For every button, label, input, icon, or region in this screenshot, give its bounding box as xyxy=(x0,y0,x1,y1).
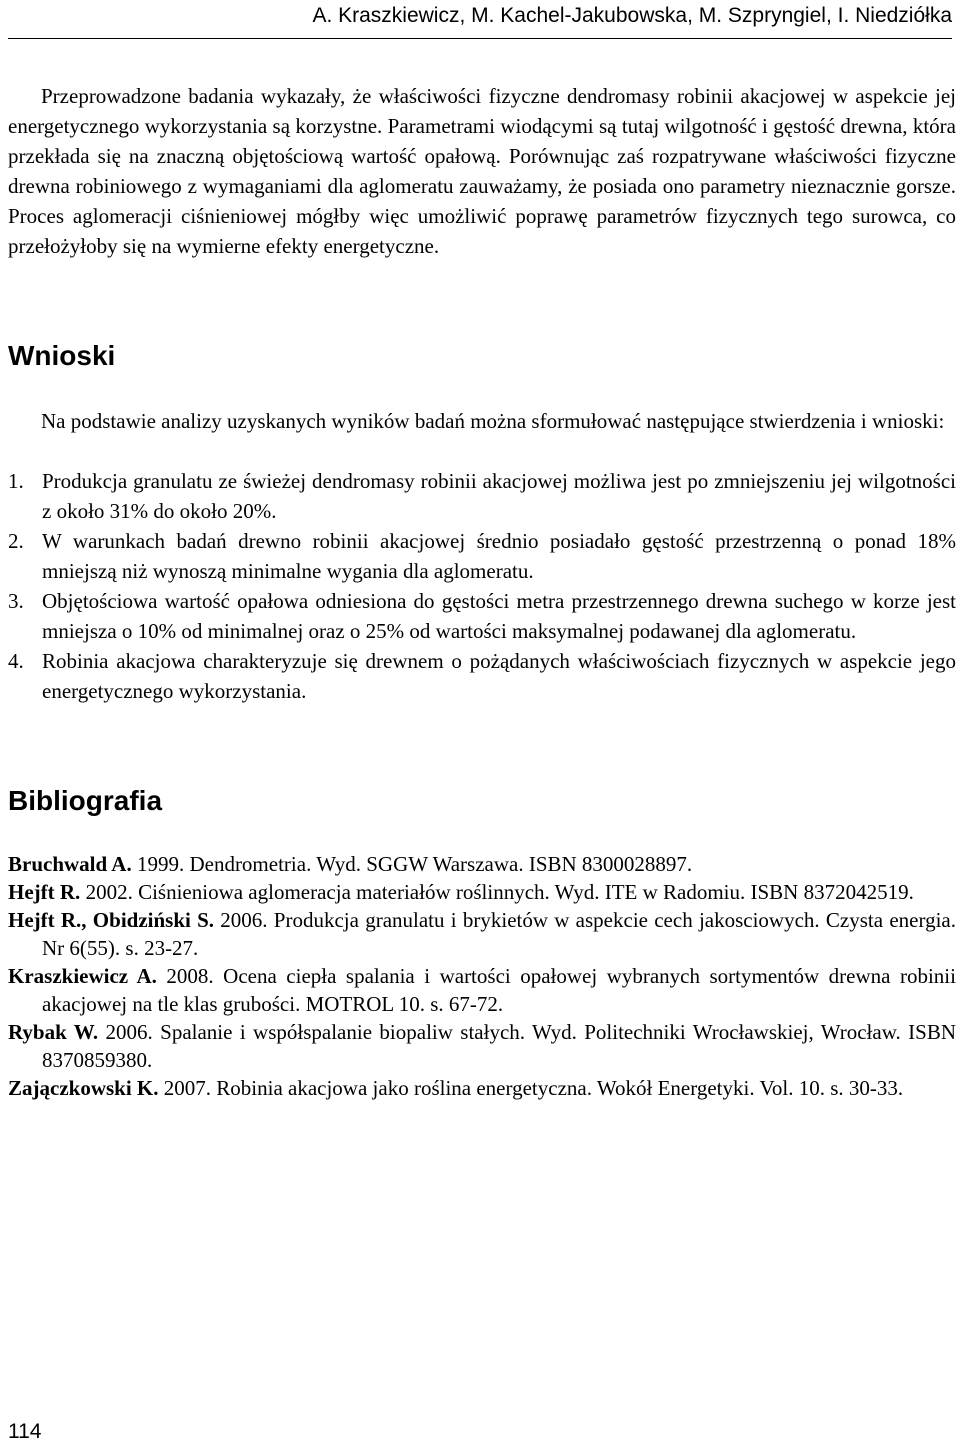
conclusion-number: 2. xyxy=(8,529,24,553)
conclusion-text: Produkcja granulatu ze świeżej dendromasy robinii akacjowej możliwa jest po zmniejszeniu jej wilgotności z około 31% do około 20%. xyxy=(42,469,956,523)
bibliography-author: Zajączkowski K. xyxy=(8,1076,159,1100)
page-number: 114 xyxy=(8,1420,42,1443)
bibliography-entry xyxy=(8,962,956,1018)
bibliography-details: 2006. Spalanie i współspalanie biopaliw stałych. Wyd. Politechniki Wrocławskiej, Wrocław. ISBN 8370859380. xyxy=(42,1020,956,1072)
conclusion-item xyxy=(8,526,956,586)
bibliography-list xyxy=(8,850,956,1102)
wnioski-intro: Na podstawie analizy uzyskanych wyników badań można sformułować następujące stwierdzenia i wnioski: xyxy=(41,409,945,433)
conclusion-text: Objętościowa wartość opałowa odniesiona do gęstości metra przestrzennego drewna suchego w korze jest mniejsza o 10% od minimalnej oraz o 25% od wartości maksymalnej podawanej dla aglomeratu. xyxy=(42,589,956,643)
conclusion-text: W warunkach badań drewno robinii akacjowej średnio posiadało gęstość przestrzenną o ponad 18% mniejszą niż wynoszą minimalne wygania dla aglomeratu. xyxy=(42,529,956,583)
intro-paragraph-block xyxy=(8,81,956,261)
conclusion-item xyxy=(8,646,956,706)
bibliography-entry xyxy=(8,1074,956,1102)
wnioski-intro-block xyxy=(8,406,956,436)
bibliography-entry xyxy=(8,878,956,906)
bibliography-entry xyxy=(8,906,956,962)
bibliography-author: Rybak W. xyxy=(8,1020,99,1044)
bibliography-details: 2007. Robinia akacjowa jako roślina energetyczna. Wokół Energetyki. Vol. 10. s. 30-33. xyxy=(158,1076,904,1100)
conclusion-text: Robinia akacjowa charakteryzuje się drewnem o pożądanych właściwościach fizycznych w aspekcie jego energetycznego wykorzystania. xyxy=(42,649,956,703)
header-rule xyxy=(8,38,952,39)
bibliography-author: Kraszkiewicz A. xyxy=(8,964,157,988)
bibliography-entry xyxy=(8,1018,956,1074)
bibliography-author: Hejft R. xyxy=(8,880,81,904)
bibliography-author: Hejft R., Obidziński S. xyxy=(8,908,215,932)
conclusion-item xyxy=(8,466,956,526)
running-head: A. Kraszkiewicz, M. Kachel-Jakubowska, M. Szpryngiel, I. Niedziółka xyxy=(312,4,952,27)
section-heading-wnioski: Wnioski xyxy=(8,340,116,371)
conclusion-number: 3. xyxy=(8,589,24,613)
bibliography-entry xyxy=(8,850,956,878)
intro-paragraph: Przeprowadzone badania wykazały, że właściwości fizyczne dendromasy robinii akacjowej w aspekcie jej energetycznego wykorzystania są korzystne. Parametrami wiodącymi są tutaj wilgotność i gęstość drewna, która przekłada się na znaczną objętościową wartość opałową. Porównując zaś rozpatrywane właściwości fizyczne drewna robiniowego z wymaganiami dla aglomeratu zauważamy, że posiada ono parametry nieznacznie gorsze. Proces aglomeracji ciśnieniowej mógłby więc umożliwić poprawę parametrów fizycznych tego surowca, co przełożyłoby się na wymierne efekty energetyczne. xyxy=(8,84,956,258)
conclusions-list xyxy=(8,466,956,706)
bibliography-details: 2006. Produkcja granulatu i brykietów w aspekcie cech jakosciowych. Czysta energia. Nr 6(55). s. 23-27. xyxy=(42,908,956,960)
bibliography-details: 2008. Ocena ciepła spalania i wartości opałowej wybranych sortymentów drewna robinii akacjowej na tle klas grubości. MOTROL 10. s. 67-72. xyxy=(42,964,956,1016)
bibliography-details: 1999. Dendrometria. Wyd. SGGW Warszawa. ISBN 8300028897. xyxy=(131,852,693,876)
conclusion-number: 4. xyxy=(8,649,24,673)
conclusion-number: 1. xyxy=(8,469,24,493)
section-heading-bibliografia: Bibliografia xyxy=(8,785,163,816)
bibliography-details: 2002. Ciśnieniowa aglomeracja materiałów roślinnych. Wyd. ITE w Radomiu. ISBN 8372042519. xyxy=(80,880,914,904)
bibliography-author: Bruchwald A. xyxy=(8,852,132,876)
conclusion-item xyxy=(8,586,956,646)
